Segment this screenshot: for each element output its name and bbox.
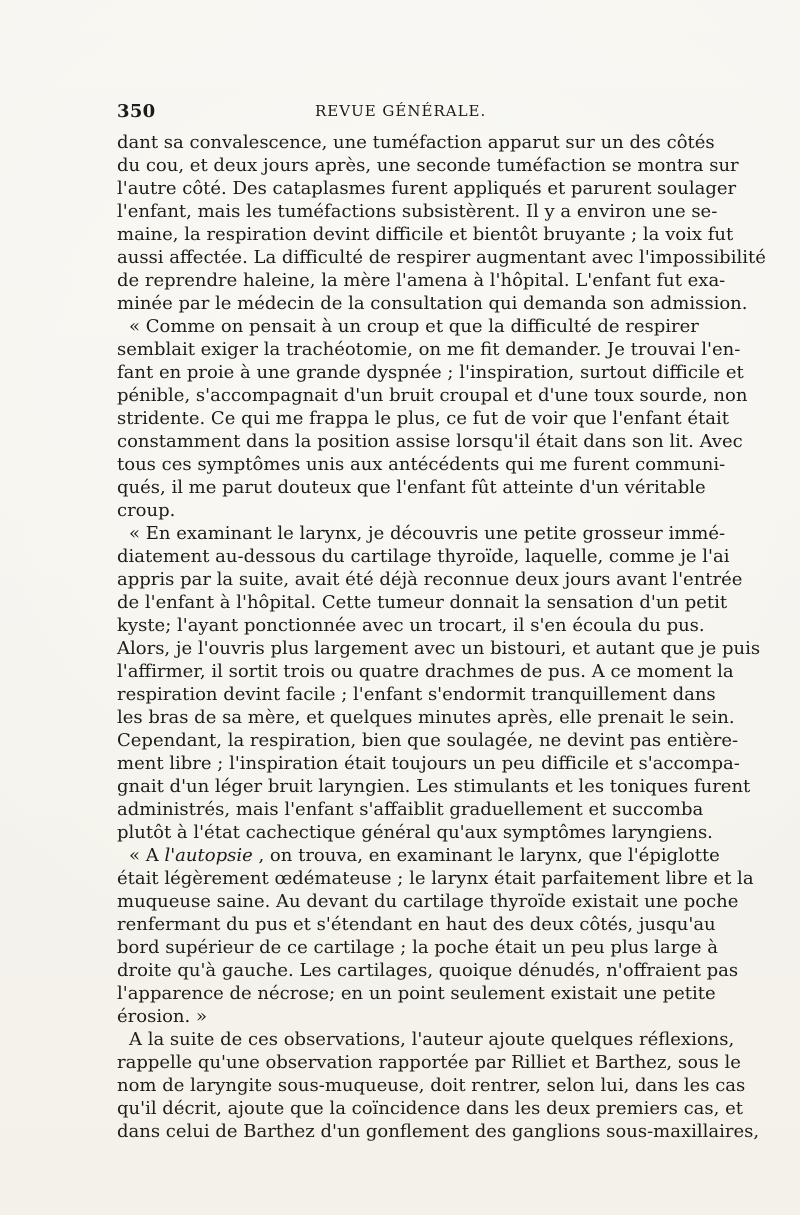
text-line: muqueuse saine. Au devant du cartilage thyroïde existait une poche — [117, 891, 739, 912]
text-line: qués, il me parut douteux que l'enfant fût atteinte d'un véritable — [117, 477, 706, 498]
text-line: qu'il décrit, ajoute que la coïncidence dans les deux premiers cas, et — [117, 1098, 743, 1119]
text-line: était légèrement œdémateuse ; le larynx était parfaitement libre et la — [117, 868, 754, 889]
text-line: croup. — [117, 500, 176, 521]
text-line: ment libre ; l'inspiration était toujours un peu difficile et s'accompa- — [117, 753, 740, 774]
text-line: l'enfant, mais les tuméfactions subsistèrent. Il y a environ une se- — [117, 201, 718, 222]
running-title: REVUE GÉNÉRALE. — [315, 102, 487, 120]
text-line: du cou, et deux jours après, une seconde tuméfaction se montra sur — [117, 155, 739, 176]
text-line: aussi affectée. La difficulté de respirer augmentant avec l'impossibilité — [117, 247, 766, 268]
text-line — [117, 844, 720, 867]
text-line: administrés, mais l'enfant s'affaiblit graduellement et succomba — [117, 799, 704, 820]
text-line: diatement au-dessous du cartilage thyroïde, laquelle, comme je l'ai — [117, 546, 730, 567]
text-line: kyste; l'ayant ponctionnée avec un trocart, il s'en écoula du pus. — [117, 615, 705, 636]
text-line: semblait exiger la trachéotomie, on me fit demander. Je trouvai l'en- — [117, 339, 741, 360]
text-line: minée par le médecin de la consultation qui demanda son admission. — [117, 293, 748, 314]
text-line: Alors, je l'ouvris plus largement avec un bistouri, et autant que je puis — [117, 638, 761, 659]
text-line: rappelle qu'une observation rapportée par Rilliet et Barthez, sous le — [117, 1052, 741, 1073]
text-line: de l'enfant à l'hôpital. Cette tumeur donnait la sensation d'un petit — [117, 592, 728, 613]
text-line: stridente. Ce qui me frappa le plus, ce fut de voir que l'enfant était — [117, 408, 729, 429]
text-line: les bras de sa mère, et quelques minutes après, elle prenait le sein. — [117, 707, 735, 728]
text-line: fant en proie à une grande dyspnée ; l'inspiration, surtout difficile et — [117, 362, 744, 383]
text-line: constamment dans la position assise lorsqu'il était dans son lit. Avec — [117, 431, 743, 452]
text-line: A la suite de ces observations, l'auteur ajoute quelques réflexions, — [129, 1029, 735, 1050]
text-line: renfermant du pus et s'étendant en haut des deux côtés, jusqu'au — [117, 914, 716, 935]
text-line: l'affirmer, il sortit trois ou quatre drachmes de pus. A ce moment la — [117, 661, 734, 682]
text-line: bord supérieur de ce cartilage ; la poche était un peu plus large à — [117, 937, 718, 958]
main-text — [117, 131, 766, 1143]
text-line: dans celui de Barthez d'un gonflement des ganglions sous-maxillaires, — [117, 1121, 760, 1142]
text-line: tous ces symptômes unis aux antécédents qui me furent communi- — [117, 454, 726, 475]
page-header — [117, 101, 687, 127]
text-line: l'autre côté. Des cataplasmes furent appliqués et parurent soulager — [117, 178, 737, 199]
text-line: droite qu'à gauche. Les cartilages, quoique dénudés, n'offraient pas — [117, 960, 739, 981]
text-line: de reprendre haleine, la mère l'amena à l'hôpital. L'enfant fut exa- — [117, 270, 726, 291]
text-fragment: « A — [129, 845, 159, 866]
text-line: appris par la suite, avait été déjà reconnue deux jours avant l'entrée — [117, 569, 743, 590]
text-line: Cependant, la respiration, bien que soulagée, ne devint pas entière- — [117, 730, 739, 751]
text-line: nom de laryngite sous-muqueuse, doit rentrer, selon lui, dans les cas — [117, 1075, 746, 1096]
text-line: pénible, s'accompagnait d'un bruit croupal et d'une toux sourde, non — [117, 385, 748, 406]
text-line: plutôt à l'état cachectique général qu'aux symptômes laryngiens. — [117, 822, 713, 843]
page-number: 350 — [117, 101, 156, 122]
text-line: « En examinant le larynx, je découvris une petite grosseur immé- — [129, 523, 726, 544]
text-line: maine, la respiration devint difficile et bientôt bruyante ; la voix fut — [117, 224, 734, 245]
text-line: l'apparence de nécrose; en un point seulement existait une petite — [117, 983, 716, 1004]
text-line: dant sa convalescence, une tuméfaction apparut sur un des côtés — [117, 132, 715, 153]
italic-text: l'autopsie — [164, 845, 253, 866]
text-line: respiration devint facile ; l'enfant s'endormit tranquillement dans — [117, 684, 716, 705]
text-line: érosion. » — [117, 1006, 207, 1027]
text-line: gnait d'un léger bruit laryngien. Les stimulants et les toniques furent — [117, 776, 751, 797]
text-fragment: , on trouva, en examinant le larynx, que l'épiglotte — [258, 845, 720, 866]
text-line: « Comme on pensait à un croup et que la difficulté de respirer — [129, 316, 699, 337]
